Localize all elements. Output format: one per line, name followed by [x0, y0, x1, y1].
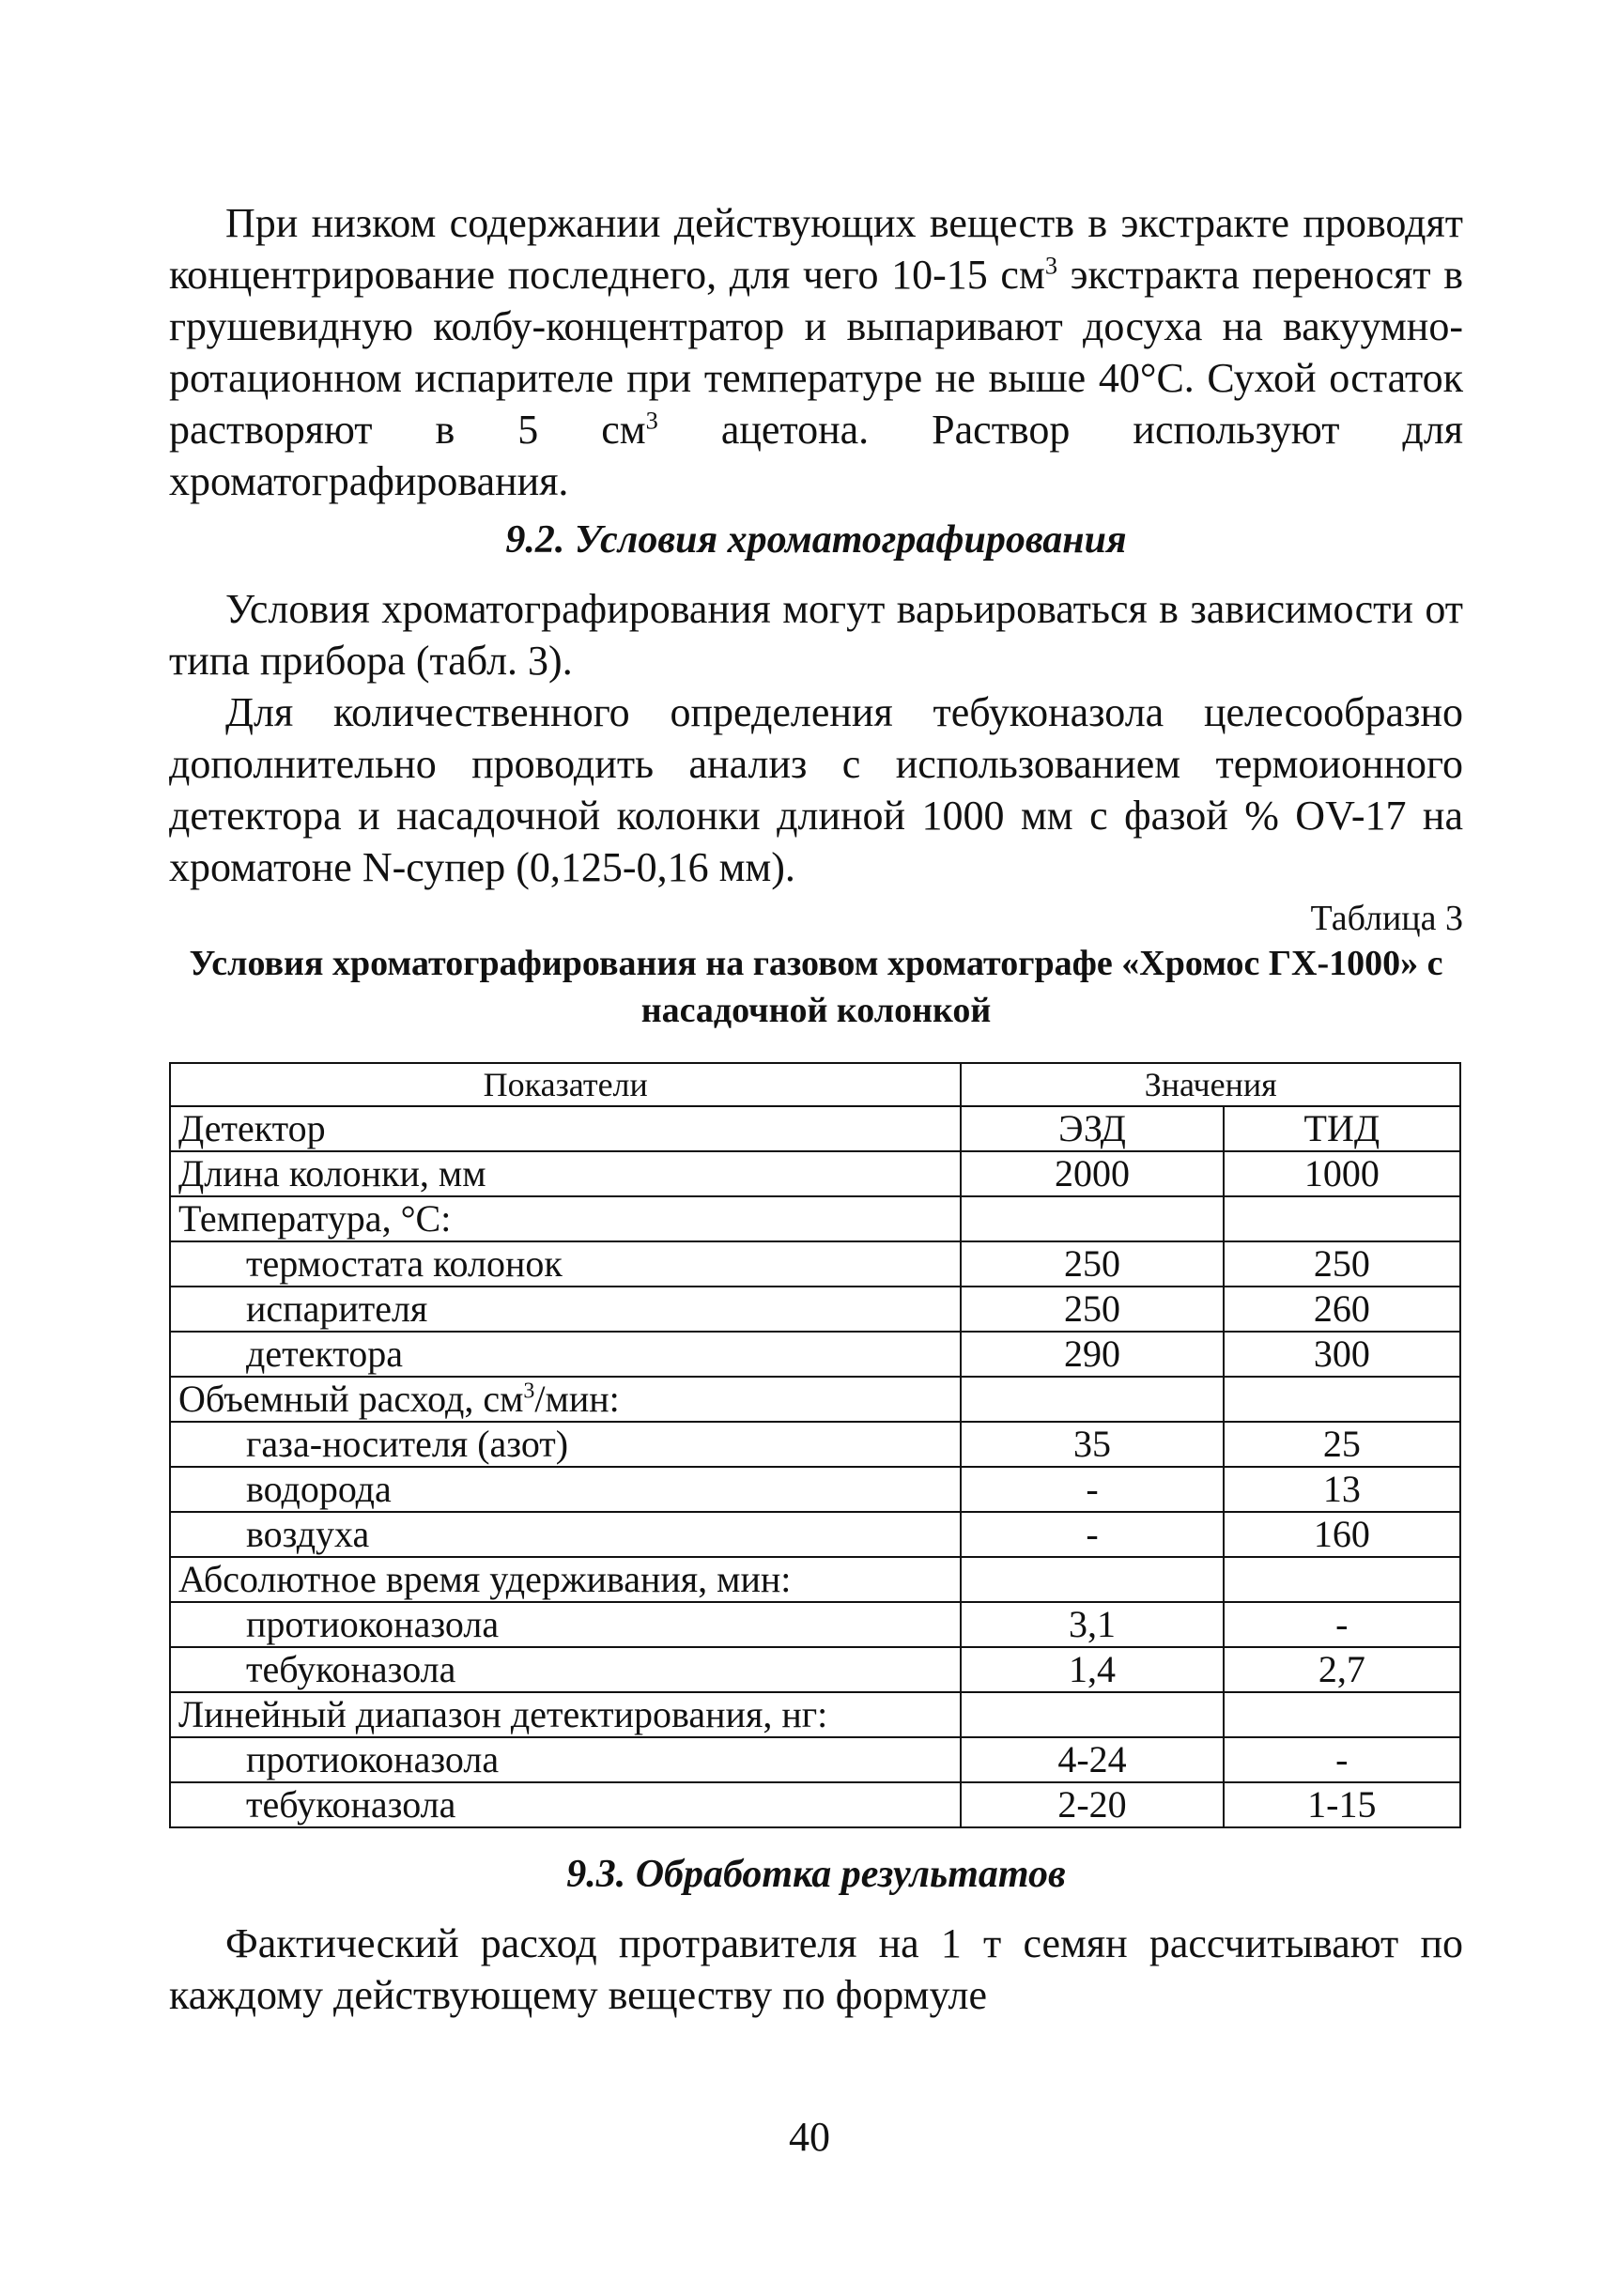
table-row: тебуконазола 2-20 1-15 — [170, 1782, 1460, 1827]
section-heading-9-3: 9.3. Обработка результатов — [566, 1853, 1066, 1896]
paragraph-actual-rate: Фактический расход протравителя на 1 т семян рассчитывают по каждому действующему веществу по формуле — [169, 1920, 1463, 2018]
table-row: Детектор ЭЗД ТИД — [170, 1106, 1460, 1151]
table-row: Температура, °C: — [170, 1196, 1460, 1241]
paragraph-conditions: Условия хроматографирования могут варьироваться в зависимости от типа прибора (табл. 3). — [169, 586, 1463, 684]
table-row: Объемный расход, $см^3$/мин: — [170, 1377, 1460, 1422]
table-row: Линейный диапазон детектирования, нг: — [170, 1692, 1460, 1737]
table-row: Абсолютное время удерживания, мин: — [170, 1557, 1460, 1602]
section-heading-9-2: 9.2. Условия хроматографирования — [505, 518, 1127, 562]
table-row: газа-носителя (азот) 35 25 — [170, 1422, 1460, 1467]
header-parameters: Показатели — [170, 1063, 961, 1106]
table-row: водорода - 13 — [170, 1467, 1460, 1512]
chromatography-table — [169, 1062, 1461, 1828]
table-title: Условия хроматографирования на газовом хроматографе «Хромос ГХ-1000» с насадочной колонкой — [189, 944, 1443, 1030]
page-body — [169, 197, 1463, 2021]
table-number: Таблица 3 — [1310, 899, 1463, 938]
table-row: Длина колонки, мм 2000 1000 — [170, 1151, 1460, 1196]
table-row: испарителя 250 260 — [170, 1287, 1460, 1332]
page-number: 40 — [789, 2114, 830, 2160]
paragraph-concentration: При низком содержании действующих веществ в экстракте проводят концентрирование последнего, для чего 10-15 $см^3$ экстракта переносят в грушевидную колбу-концентратор и выпаривают досуха на вакуумно-ротационном испарителе при температуре не выше 40°C. Сухой остаток растворяют в 5 $см^3$ ацетона. Раствор используют для хроматографирования. — [169, 200, 1464, 504]
table-row: протиоконазола 3,1 - — [170, 1602, 1460, 1647]
table-row: детектора 290 300 — [170, 1332, 1460, 1377]
table-row: тебуконазола 1,4 2,7 — [170, 1647, 1460, 1692]
table-row: воздуха - 160 — [170, 1512, 1460, 1557]
table-header-row — [170, 1063, 1460, 1106]
paragraph-quantitative: Для количественного определения тебуконазола целесообразно дополнительно проводить анализ с использованием термоионного детектора и насадочной колонки длиной 1000 мм с фазой % OV-17 на хроматоне N-супер (0,125-0,16 мм). — [169, 689, 1463, 890]
table-row: термостата колонок 250 250 — [170, 1241, 1460, 1287]
header-values: Значения — [961, 1063, 1460, 1106]
table-row: протиоконазола 4-24 - — [170, 1737, 1460, 1782]
